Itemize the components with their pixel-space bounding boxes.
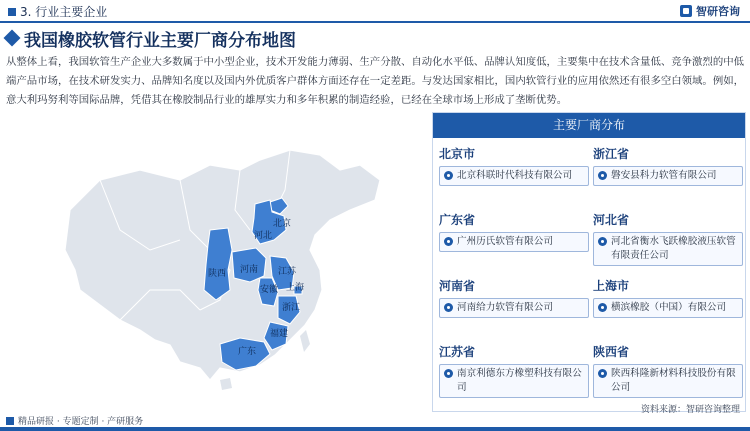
province-name: 陕西省	[593, 345, 630, 359]
square-icon	[8, 8, 16, 16]
map-label-guangdong: 广东	[238, 347, 257, 357]
manufacturer-panel	[432, 112, 746, 412]
province-block	[593, 211, 743, 275]
square-icon	[6, 417, 14, 425]
province-name: 上海市	[593, 279, 630, 293]
company-name: 陕西科隆新材料科技股份有限公司	[611, 368, 736, 393]
panel-heading: 主要厂商分布	[433, 113, 745, 138]
company-item	[593, 364, 743, 398]
top-bar	[0, 0, 750, 22]
bottom-divider	[0, 427, 750, 431]
company-item	[439, 166, 589, 186]
section-tag	[8, 3, 107, 20]
company-item	[593, 166, 743, 186]
map-label-shanghai: 上海	[286, 283, 305, 293]
brand-icon	[680, 5, 692, 17]
panel-left-column	[439, 143, 589, 407]
map-label-shaanxi: 陕西	[208, 269, 227, 279]
province-block	[439, 211, 589, 275]
location-pin-icon	[444, 369, 453, 378]
section-label: 3. 行业主要企业	[20, 5, 108, 19]
province-block	[439, 145, 589, 209]
intro-paragraph: 从整体上看，我国软管生产企业大多数属于中小型企业，技术开发能力薄弱、生产分散、自动化水平低、品牌认知度低，主要集中在技术含量低、竞争激烈的中低端产品市场，在技术研发实力、品牌知名度以及国内外优质客户群体方面还存在一定差距。与发达国家相比，国内软管行业的应用依然还有很多空白领域。例如，意大利玛努利等国际品牌，凭借其在橡胶制品行业的雄厚实力和多年积累的制造经验，已经在全球市场上形成了垄断优势。	[6, 56, 744, 106]
company-name: 河南给力软管有限公司	[457, 302, 553, 313]
top-divider	[0, 21, 750, 23]
location-pin-icon	[598, 303, 607, 312]
map-label-zhejiang: 浙江	[282, 303, 301, 313]
province-block	[593, 145, 743, 209]
island-hainan	[220, 378, 232, 390]
province-name: 北京市	[439, 147, 476, 161]
location-pin-icon	[444, 171, 453, 180]
page-title: 我国橡胶软管行业主要厂商分布地图	[24, 30, 296, 51]
map-label-fujian: 福建	[270, 329, 289, 339]
company-name: 磐安县科力软管有限公司	[611, 170, 717, 181]
province-name: 河南省	[439, 279, 476, 293]
company-name: 横滨橡胶（中国）有限公司	[611, 302, 727, 313]
company-name: 广州历氏软管有限公司	[457, 236, 553, 247]
location-pin-icon	[444, 303, 453, 312]
footer-text: 精品研报 · 专题定制 · 产研服务	[18, 417, 144, 427]
map-label-henan: 河南	[240, 265, 259, 275]
province-block	[593, 343, 743, 407]
footer-tagline	[6, 414, 143, 427]
location-pin-icon	[444, 237, 453, 246]
company-name: 南京利德东方橡塑科技有限公司	[457, 368, 582, 393]
province-name: 江苏省	[439, 345, 476, 359]
brand-logo	[680, 3, 740, 19]
location-pin-icon	[598, 369, 607, 378]
brand-name: 智研咨询	[696, 5, 740, 18]
location-pin-icon	[598, 237, 607, 246]
location-pin-icon	[598, 171, 607, 180]
map-label-anhui: 安徽	[260, 285, 279, 295]
company-item	[439, 298, 589, 318]
province-block	[439, 343, 589, 407]
company-item	[439, 232, 589, 252]
province-block	[593, 277, 743, 341]
company-item	[439, 364, 589, 398]
source-note: 资料来源：智研咨询整理	[640, 405, 740, 415]
china-map	[60, 140, 420, 400]
company-name: 河北省衡水飞跃橡胶液压软管有限责任公司	[611, 236, 736, 261]
province-name: 浙江省	[593, 147, 630, 161]
province-name: 河北省	[593, 213, 630, 227]
panel-right-column	[593, 143, 743, 407]
province-block	[439, 277, 589, 341]
title-row	[6, 27, 296, 49]
map-label-beijing: 北京	[273, 219, 292, 229]
company-name: 北京科联时代科技有限公司	[457, 170, 573, 181]
island-taiwan	[300, 330, 310, 352]
diamond-icon	[4, 30, 21, 47]
map-label-jiangsu: 江苏	[278, 267, 297, 277]
company-item	[593, 232, 743, 266]
map-label-hebei: 河北	[254, 231, 273, 241]
province-name: 广东省	[439, 213, 476, 227]
company-item	[593, 298, 743, 318]
